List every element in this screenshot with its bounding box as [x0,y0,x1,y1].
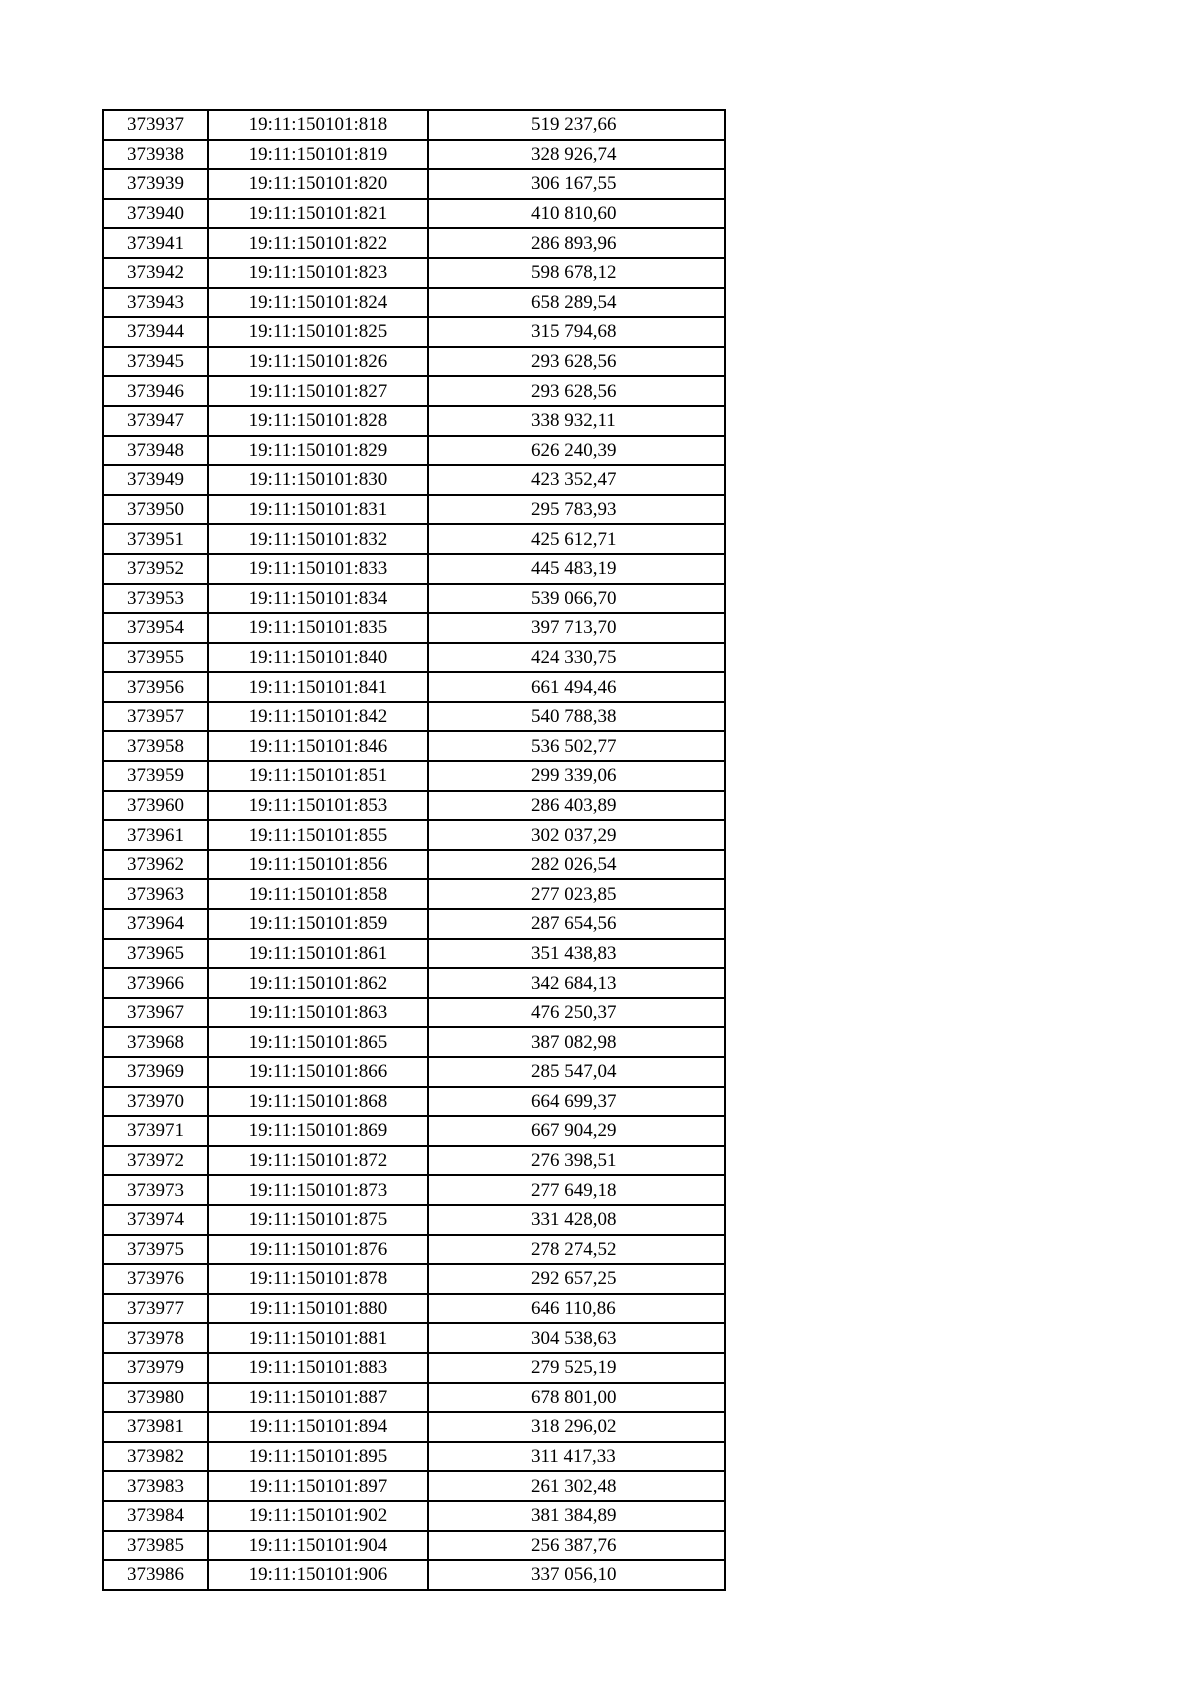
row-id-cell: 373955 [103,643,208,673]
table-row [103,613,725,643]
amount-cell: 293 628,56 [428,376,725,406]
cadastral-number-cell: 19:11:150101:826 [208,347,428,377]
cadastral-number-cell: 19:11:150101:887 [208,1383,428,1413]
amount-cell: 285 547,04 [428,1057,725,1087]
row-id-cell: 373953 [103,584,208,614]
cadastral-number-cell: 19:11:150101:823 [208,258,428,288]
row-id-cell: 373965 [103,939,208,969]
row-id-cell: 373970 [103,1087,208,1117]
table-row [103,169,725,199]
amount-cell: 667 904,29 [428,1116,725,1146]
cadastral-number-cell: 19:11:150101:851 [208,761,428,791]
table-row [103,554,725,584]
table-row [103,909,725,939]
table-row [103,820,725,850]
table-row [103,110,725,140]
amount-cell: 397 713,70 [428,613,725,643]
table-row [103,376,725,406]
table-row [103,1323,725,1353]
table-row [103,643,725,673]
row-id-cell: 373968 [103,1027,208,1057]
cadastral-number-cell: 19:11:150101:906 [208,1560,428,1590]
row-id-cell: 373945 [103,347,208,377]
row-id-cell: 373962 [103,850,208,880]
amount-cell: 293 628,56 [428,347,725,377]
cadastral-number-cell: 19:11:150101:842 [208,702,428,732]
table-row [103,791,725,821]
cadastral-number-cell: 19:11:150101:859 [208,909,428,939]
row-id-cell: 373979 [103,1353,208,1383]
amount-cell: 540 788,38 [428,702,725,732]
table-row [103,1442,725,1472]
cadastral-number-cell: 19:11:150101:869 [208,1116,428,1146]
amount-cell: 423 352,47 [428,465,725,495]
cadastral-number-cell: 19:11:150101:846 [208,731,428,761]
amount-cell: 328 926,74 [428,140,725,170]
amount-cell: 278 274,52 [428,1235,725,1265]
amount-cell: 337 056,10 [428,1560,725,1590]
table-row [103,850,725,880]
amount-cell: 424 330,75 [428,643,725,673]
table-row [103,288,725,318]
cadastral-number-cell: 19:11:150101:829 [208,436,428,466]
row-id-cell: 373957 [103,702,208,732]
cadastral-number-cell: 19:11:150101:830 [208,465,428,495]
table-row [103,1205,725,1235]
row-id-cell: 373983 [103,1471,208,1501]
amount-cell: 276 398,51 [428,1146,725,1176]
row-id-cell: 373981 [103,1412,208,1442]
amount-cell: 295 783,93 [428,495,725,525]
cadastral-number-cell: 19:11:150101:865 [208,1027,428,1057]
row-id-cell: 373961 [103,820,208,850]
table-row [103,199,725,229]
amount-cell: 598 678,12 [428,258,725,288]
amount-cell: 678 801,00 [428,1383,725,1413]
table-row [103,1235,725,1265]
amount-cell: 302 037,29 [428,820,725,850]
row-id-cell: 373937 [103,110,208,140]
cadastral-number-cell: 19:11:150101:883 [208,1353,428,1383]
row-id-cell: 373974 [103,1205,208,1235]
cadastral-number-cell: 19:11:150101:825 [208,317,428,347]
amount-cell: 279 525,19 [428,1353,725,1383]
amount-cell: 277 649,18 [428,1175,725,1205]
cadastral-number-cell: 19:11:150101:827 [208,376,428,406]
cadastral-number-cell: 19:11:150101:863 [208,998,428,1028]
amount-cell: 304 538,63 [428,1323,725,1353]
amount-cell: 287 654,56 [428,909,725,939]
table-row [103,1264,725,1294]
cadastral-number-cell: 19:11:150101:894 [208,1412,428,1442]
row-id-cell: 373948 [103,436,208,466]
row-id-cell: 373944 [103,317,208,347]
row-id-cell: 373973 [103,1175,208,1205]
row-id-cell: 373985 [103,1531,208,1561]
cadastral-number-cell: 19:11:150101:828 [208,406,428,436]
amount-cell: 342 684,13 [428,968,725,998]
amount-cell: 306 167,55 [428,169,725,199]
cadastral-number-cell: 19:11:150101:835 [208,613,428,643]
table-row [103,1501,725,1531]
row-id-cell: 373966 [103,968,208,998]
table-row [103,1412,725,1442]
table-row [103,1027,725,1057]
amount-cell: 661 494,46 [428,672,725,702]
cadastral-number-cell: 19:11:150101:861 [208,939,428,969]
table-row [103,1175,725,1205]
row-id-cell: 373975 [103,1235,208,1265]
table-row [103,1471,725,1501]
amount-cell: 286 893,96 [428,228,725,258]
row-id-cell: 373941 [103,228,208,258]
amount-cell: 315 794,68 [428,317,725,347]
row-id-cell: 373950 [103,495,208,525]
table-row [103,702,725,732]
row-id-cell: 373938 [103,140,208,170]
amount-cell: 277 023,85 [428,879,725,909]
table-row [103,406,725,436]
cadastral-number-cell: 19:11:150101:873 [208,1175,428,1205]
table-row [103,347,725,377]
amount-cell: 476 250,37 [428,998,725,1028]
cadastral-number-cell: 19:11:150101:840 [208,643,428,673]
row-id-cell: 373967 [103,998,208,1028]
table-row [103,258,725,288]
table-row [103,1116,725,1146]
cadastral-number-cell: 19:11:150101:819 [208,140,428,170]
cadastral-number-cell: 19:11:150101:866 [208,1057,428,1087]
cadastral-number-cell: 19:11:150101:858 [208,879,428,909]
row-id-cell: 373977 [103,1294,208,1324]
table-row [103,524,725,554]
table-row [103,1353,725,1383]
table-row [103,731,725,761]
cadastral-number-cell: 19:11:150101:875 [208,1205,428,1235]
row-id-cell: 373951 [103,524,208,554]
amount-cell: 256 387,76 [428,1531,725,1561]
cadastral-number-cell: 19:11:150101:841 [208,672,428,702]
cadastral-number-cell: 19:11:150101:820 [208,169,428,199]
row-id-cell: 373954 [103,613,208,643]
cadastral-number-cell: 19:11:150101:881 [208,1323,428,1353]
amount-cell: 664 699,37 [428,1087,725,1117]
cadastral-number-cell: 19:11:150101:880 [208,1294,428,1324]
row-id-cell: 373984 [103,1501,208,1531]
row-id-cell: 373969 [103,1057,208,1087]
table-row [103,140,725,170]
cadastral-number-cell: 19:11:150101:832 [208,524,428,554]
cadastral-number-cell: 19:11:150101:902 [208,1501,428,1531]
table-row [103,998,725,1028]
amount-cell: 387 082,98 [428,1027,725,1057]
cadastral-number-cell: 19:11:150101:821 [208,199,428,229]
amount-cell: 626 240,39 [428,436,725,466]
row-id-cell: 373939 [103,169,208,199]
amount-cell: 445 483,19 [428,554,725,584]
amount-cell: 311 417,33 [428,1442,725,1472]
row-id-cell: 373982 [103,1442,208,1472]
amount-cell: 261 302,48 [428,1471,725,1501]
cadastral-number-cell: 19:11:150101:862 [208,968,428,998]
table-row [103,1383,725,1413]
row-id-cell: 373960 [103,791,208,821]
cadastral-number-cell: 19:11:150101:897 [208,1471,428,1501]
table-row [103,1146,725,1176]
row-id-cell: 373942 [103,258,208,288]
table-row [103,1294,725,1324]
cadastral-number-cell: 19:11:150101:853 [208,791,428,821]
table-row [103,465,725,495]
row-id-cell: 373964 [103,909,208,939]
row-id-cell: 373943 [103,288,208,318]
row-id-cell: 373940 [103,199,208,229]
table-row [103,968,725,998]
row-id-cell: 373952 [103,554,208,584]
cadastral-number-cell: 19:11:150101:868 [208,1087,428,1117]
row-id-cell: 373971 [103,1116,208,1146]
table-row [103,584,725,614]
cadastral-number-cell: 19:11:150101:831 [208,495,428,525]
row-id-cell: 373978 [103,1323,208,1353]
amount-cell: 539 066,70 [428,584,725,614]
row-id-cell: 373947 [103,406,208,436]
table-row [103,1560,725,1590]
cadastral-number-cell: 19:11:150101:834 [208,584,428,614]
table-row [103,1531,725,1561]
cadastral-number-cell: 19:11:150101:855 [208,820,428,850]
amount-cell: 318 296,02 [428,1412,725,1442]
table-row [103,436,725,466]
data-table [102,109,726,1591]
row-id-cell: 373946 [103,376,208,406]
cadastral-number-cell: 19:11:150101:824 [208,288,428,318]
amount-cell: 338 932,11 [428,406,725,436]
amount-cell: 425 612,71 [428,524,725,554]
table-row [103,1057,725,1087]
cadastral-number-cell: 19:11:150101:856 [208,850,428,880]
amount-cell: 351 438,83 [428,939,725,969]
table-row [103,495,725,525]
table-row [103,1087,725,1117]
row-id-cell: 373963 [103,879,208,909]
cadastral-number-cell: 19:11:150101:876 [208,1235,428,1265]
table-row [103,761,725,791]
table-row [103,939,725,969]
cadastral-number-cell: 19:11:150101:904 [208,1531,428,1561]
row-id-cell: 373986 [103,1560,208,1590]
row-id-cell: 373958 [103,731,208,761]
table-row [103,317,725,347]
amount-cell: 381 384,89 [428,1501,725,1531]
row-id-cell: 373976 [103,1264,208,1294]
cadastral-number-cell: 19:11:150101:822 [208,228,428,258]
row-id-cell: 373972 [103,1146,208,1176]
cadastral-number-cell: 19:11:150101:878 [208,1264,428,1294]
amount-cell: 292 657,25 [428,1264,725,1294]
amount-cell: 282 026,54 [428,850,725,880]
amount-cell: 658 289,54 [428,288,725,318]
table-row [103,672,725,702]
table-row [103,879,725,909]
row-id-cell: 373949 [103,465,208,495]
cadastral-number-cell: 19:11:150101:818 [208,110,428,140]
table-row [103,228,725,258]
amount-cell: 331 428,08 [428,1205,725,1235]
amount-cell: 299 339,06 [428,761,725,791]
amount-cell: 536 502,77 [428,731,725,761]
row-id-cell: 373980 [103,1383,208,1413]
row-id-cell: 373959 [103,761,208,791]
amount-cell: 410 810,60 [428,199,725,229]
data-table-body [103,110,725,1590]
cadastral-number-cell: 19:11:150101:895 [208,1442,428,1472]
row-id-cell: 373956 [103,672,208,702]
amount-cell: 646 110,86 [428,1294,725,1324]
amount-cell: 519 237,66 [428,110,725,140]
amount-cell: 286 403,89 [428,791,725,821]
cadastral-number-cell: 19:11:150101:872 [208,1146,428,1176]
cadastral-number-cell: 19:11:150101:833 [208,554,428,584]
